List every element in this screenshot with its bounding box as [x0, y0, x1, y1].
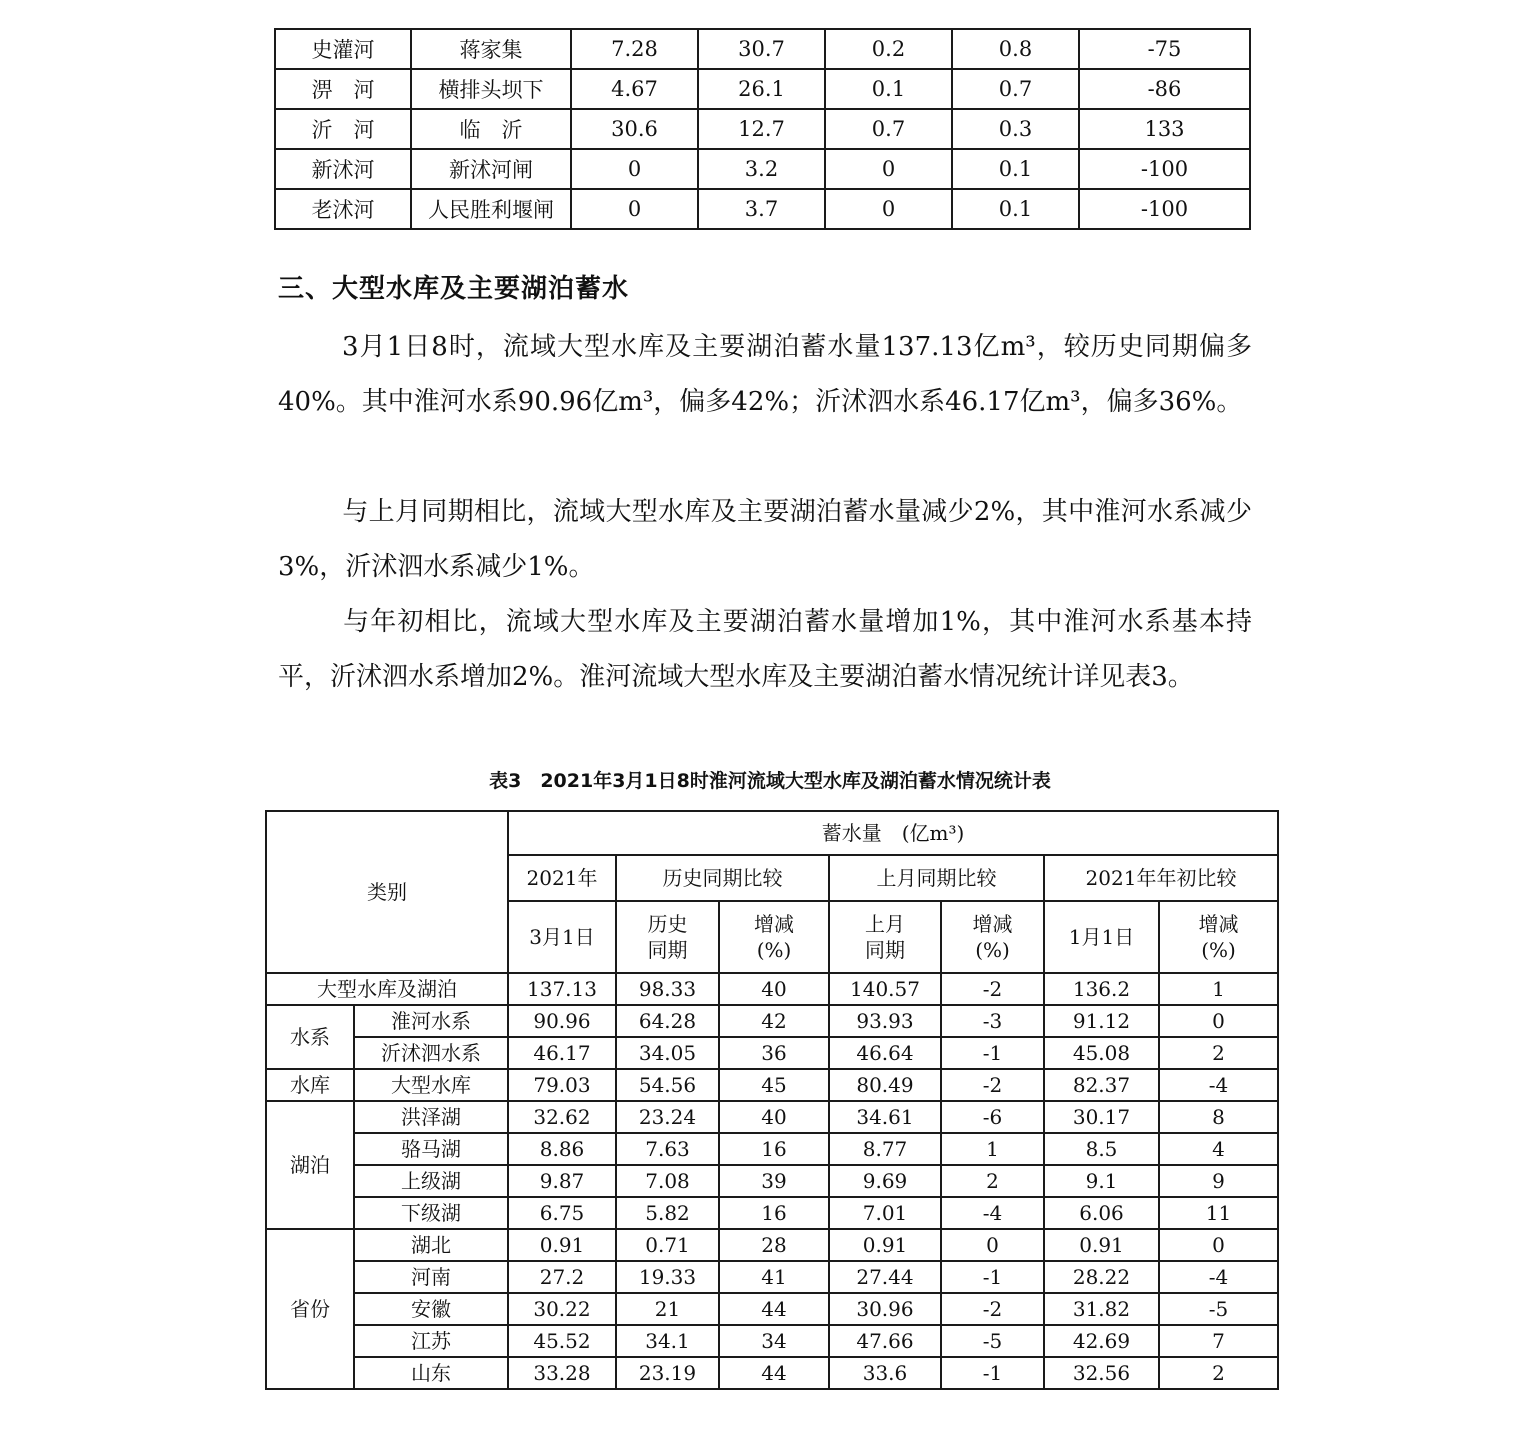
header-date-mar1: 3月1日: [508, 901, 616, 973]
river-name-cell: 新沭河: [275, 149, 411, 189]
value-cell: 32.56: [1044, 1357, 1159, 1389]
value-cell: 16: [719, 1133, 829, 1165]
row-label: 沂沭泗水系: [354, 1037, 508, 1069]
value-cell: 45.08: [1044, 1037, 1159, 1069]
value-cell: 30.7: [698, 29, 825, 69]
table-row: [266, 1197, 1278, 1229]
value-cell: 36: [719, 1037, 829, 1069]
value-cell: 33.28: [508, 1357, 616, 1389]
header-date-jan1: 1月1日: [1044, 901, 1159, 973]
header-hist-period: 历史 同期: [616, 901, 719, 973]
table-row: [266, 1261, 1278, 1293]
value-cell: 30.96: [829, 1293, 941, 1325]
header-lastmonth-period: 上月 同期: [829, 901, 941, 973]
table-row: [266, 1165, 1278, 1197]
value-cell: 140.57: [829, 973, 941, 1005]
value-cell: 133: [1079, 109, 1250, 149]
value-cell: 4: [1159, 1133, 1278, 1165]
value-cell: 0.71: [616, 1229, 719, 1261]
value-cell: 31.82: [1044, 1293, 1159, 1325]
row-label: 湖北: [354, 1229, 508, 1261]
value-cell: 4.67: [571, 69, 698, 109]
river-flow-table: [274, 28, 1251, 230]
table-row: [266, 1037, 1278, 1069]
value-cell: 8: [1159, 1101, 1278, 1133]
value-cell: 8.86: [508, 1133, 616, 1165]
value-cell: 12.7: [698, 109, 825, 149]
value-cell: 7.63: [616, 1133, 719, 1165]
table-row: [266, 1133, 1278, 1165]
value-cell: 27.44: [829, 1261, 941, 1293]
value-cell: 21: [616, 1293, 719, 1325]
row-label: 洪泽湖: [354, 1101, 508, 1133]
value-cell: 136.2: [1044, 973, 1159, 1005]
header-historical-comparison: 历史同期比较: [616, 855, 829, 901]
value-cell: 0.2: [825, 29, 952, 69]
value-cell: 16: [719, 1197, 829, 1229]
table-row: [275, 109, 1250, 149]
value-cell: 54.56: [616, 1069, 719, 1101]
value-cell: -2: [941, 1069, 1044, 1101]
value-cell: 23.24: [616, 1101, 719, 1133]
header-change-lastmonth: 增减 (%): [941, 901, 1044, 973]
value-cell: 1: [1159, 973, 1278, 1005]
value-cell: -100: [1079, 149, 1250, 189]
value-cell: 2: [1159, 1357, 1278, 1389]
value-cell: 0.1: [825, 69, 952, 109]
value-cell: 33.6: [829, 1357, 941, 1389]
value-cell: 34.61: [829, 1101, 941, 1133]
value-cell: 30.22: [508, 1293, 616, 1325]
table-row: [275, 69, 1250, 109]
row-label: 大型水库: [354, 1069, 508, 1101]
header-change-hist: 增减 (%): [719, 901, 829, 973]
table-row: [266, 1229, 1278, 1261]
value-cell: 7.28: [571, 29, 698, 69]
value-cell: 93.93: [829, 1005, 941, 1037]
table-row: [275, 29, 1250, 69]
value-cell: 30.17: [1044, 1101, 1159, 1133]
table-row: [266, 1101, 1278, 1133]
value-cell: 3.7: [698, 189, 825, 229]
table-row: [266, 1005, 1278, 1037]
value-cell: 9: [1159, 1165, 1278, 1197]
value-cell: 79.03: [508, 1069, 616, 1101]
value-cell: 0: [1159, 1229, 1278, 1261]
value-cell: 44: [719, 1357, 829, 1389]
value-cell: 0: [825, 149, 952, 189]
value-cell: 8.77: [829, 1133, 941, 1165]
value-cell: 19.33: [616, 1261, 719, 1293]
value-cell: 34.05: [616, 1037, 719, 1069]
value-cell: 0.7: [952, 69, 1079, 109]
value-cell: -5: [941, 1325, 1044, 1357]
value-cell: 5.82: [616, 1197, 719, 1229]
row-label: 江苏: [354, 1325, 508, 1357]
value-cell: -1: [941, 1261, 1044, 1293]
value-cell: 27.2: [508, 1261, 616, 1293]
group-label: 湖泊: [266, 1101, 354, 1229]
header-2021: 2021年: [508, 855, 616, 901]
value-cell: 11: [1159, 1197, 1278, 1229]
value-cell: 80.49: [829, 1069, 941, 1101]
value-cell: 7.08: [616, 1165, 719, 1197]
value-cell: 0.1: [952, 149, 1079, 189]
table-row: [266, 1069, 1278, 1101]
value-cell: 0.1: [952, 189, 1079, 229]
value-cell: 7: [1159, 1325, 1278, 1357]
value-cell: 64.28: [616, 1005, 719, 1037]
value-cell: 32.62: [508, 1101, 616, 1133]
river-name-cell: 沂 河: [275, 109, 411, 149]
value-cell: -75: [1079, 29, 1250, 69]
value-cell: 42: [719, 1005, 829, 1037]
header-lastmonth-comparison: 上月同期比较: [829, 855, 1044, 901]
value-cell: 34.1: [616, 1325, 719, 1357]
value-cell: 28.22: [1044, 1261, 1159, 1293]
value-cell: 6.06: [1044, 1197, 1159, 1229]
value-cell: 98.33: [616, 973, 719, 1005]
row-label: 上级湖: [354, 1165, 508, 1197]
row-label: 大型水库及湖泊: [266, 973, 508, 1005]
value-cell: -1: [941, 1037, 1044, 1069]
row-label: 河南: [354, 1261, 508, 1293]
paragraph-yearstart-comparison: 与年初相比，流域大型水库及主要湖泊蓄水量增加1%，其中淮河水系基本持平，沂沭泗水系增加2%。淮河流域大型水库及主要湖泊蓄水情况统计详见表3。: [278, 607, 1252, 692]
value-cell: -2: [941, 973, 1044, 1005]
value-cell: 90.96: [508, 1005, 616, 1037]
row-label: 骆马湖: [354, 1133, 508, 1165]
value-cell: 0.3: [952, 109, 1079, 149]
paragraph-month-comparison: 与上月同期相比，流域大型水库及主要湖泊蓄水量减少2%，其中淮河水系减少3%，沂沭泗水系减少1%。: [278, 497, 1252, 582]
value-cell: 137.13: [508, 973, 616, 1005]
value-cell: -1: [941, 1357, 1044, 1389]
station-name-cell: 新沭河闸: [411, 149, 571, 189]
value-cell: 26.1: [698, 69, 825, 109]
row-label: 山东: [354, 1357, 508, 1389]
value-cell: 91.12: [1044, 1005, 1159, 1037]
value-cell: 9.69: [829, 1165, 941, 1197]
header-category: 类别: [266, 811, 508, 973]
table-row: [266, 1325, 1278, 1357]
value-cell: 6.75: [508, 1197, 616, 1229]
paragraph-storage-overview: 3月1日8时，流域大型水库及主要湖泊蓄水量137.13亿m³，较历史同期偏多40%。其中淮河水系90.96亿m³，偏多42%；沂沭泗水系46.17亿m³，偏多36%。: [278, 332, 1252, 417]
group-label: 水库: [266, 1069, 354, 1101]
table-row: [275, 149, 1250, 189]
value-cell: 2: [941, 1165, 1044, 1197]
value-cell: -4: [1159, 1069, 1278, 1101]
station-name-cell: 横排头坝下: [411, 69, 571, 109]
value-cell: 39: [719, 1165, 829, 1197]
value-cell: 0.7: [825, 109, 952, 149]
value-cell: 0: [1159, 1005, 1278, 1037]
header-yearstart-comparison: 2021年年初比较: [1044, 855, 1278, 901]
value-cell: -4: [1159, 1261, 1278, 1293]
row-label: 下级湖: [354, 1197, 508, 1229]
value-cell: -6: [941, 1101, 1044, 1133]
value-cell: 46.17: [508, 1037, 616, 1069]
value-cell: 34: [719, 1325, 829, 1357]
value-cell: -4: [941, 1197, 1044, 1229]
river-name-cell: 老沭河: [275, 189, 411, 229]
value-cell: 9.87: [508, 1165, 616, 1197]
value-cell: -3: [941, 1005, 1044, 1037]
row-label: 安徽: [354, 1293, 508, 1325]
group-label: 省份: [266, 1229, 354, 1389]
value-cell: 44: [719, 1293, 829, 1325]
value-cell: 40: [719, 973, 829, 1005]
station-name-cell: 蒋家集: [411, 29, 571, 69]
value-cell: 1: [941, 1133, 1044, 1165]
value-cell: 0: [571, 149, 698, 189]
table-row: [275, 189, 1250, 229]
value-cell: 3.2: [698, 149, 825, 189]
table3-caption: 表3 2021年3月1日8时淮河流域大型水库及湖泊蓄水情况统计表: [489, 770, 1051, 792]
value-cell: 42.69: [1044, 1325, 1159, 1357]
river-name-cell: 淠 河: [275, 69, 411, 109]
header-storage: 蓄水量 (亿m³): [508, 811, 1278, 855]
value-cell: 2: [1159, 1037, 1278, 1069]
value-cell: 46.64: [829, 1037, 941, 1069]
value-cell: -2: [941, 1293, 1044, 1325]
value-cell: 28: [719, 1229, 829, 1261]
section-heading: 三、大型水库及主要湖泊蓄水: [278, 274, 630, 304]
value-cell: -100: [1079, 189, 1250, 229]
header-change-yearstart: 增减 (%): [1159, 901, 1278, 973]
value-cell: 47.66: [829, 1325, 941, 1357]
table-row: [266, 1293, 1278, 1325]
value-cell: 41: [719, 1261, 829, 1293]
row-label: 淮河水系: [354, 1005, 508, 1037]
station-name-cell: 临 沂: [411, 109, 571, 149]
value-cell: 9.1: [1044, 1165, 1159, 1197]
value-cell: 0: [571, 189, 698, 229]
value-cell: 0.8: [952, 29, 1079, 69]
reservoir-lake-storage-table: [265, 810, 1279, 1390]
value-cell: 0.91: [508, 1229, 616, 1261]
value-cell: 30.6: [571, 109, 698, 149]
value-cell: -86: [1079, 69, 1250, 109]
value-cell: 8.5: [1044, 1133, 1159, 1165]
group-label: 水系: [266, 1005, 354, 1069]
value-cell: -5: [1159, 1293, 1278, 1325]
value-cell: 82.37: [1044, 1069, 1159, 1101]
value-cell: 45.52: [508, 1325, 616, 1357]
value-cell: 0: [825, 189, 952, 229]
value-cell: 0.91: [1044, 1229, 1159, 1261]
value-cell: 40: [719, 1101, 829, 1133]
river-name-cell: 史灌河: [275, 29, 411, 69]
table-row-total: [266, 973, 1278, 1005]
table-row: [266, 1357, 1278, 1389]
value-cell: 23.19: [616, 1357, 719, 1389]
station-name-cell: 人民胜利堰闸: [411, 189, 571, 229]
value-cell: 7.01: [829, 1197, 941, 1229]
value-cell: 0: [941, 1229, 1044, 1261]
value-cell: 0.91: [829, 1229, 941, 1261]
value-cell: 45: [719, 1069, 829, 1101]
